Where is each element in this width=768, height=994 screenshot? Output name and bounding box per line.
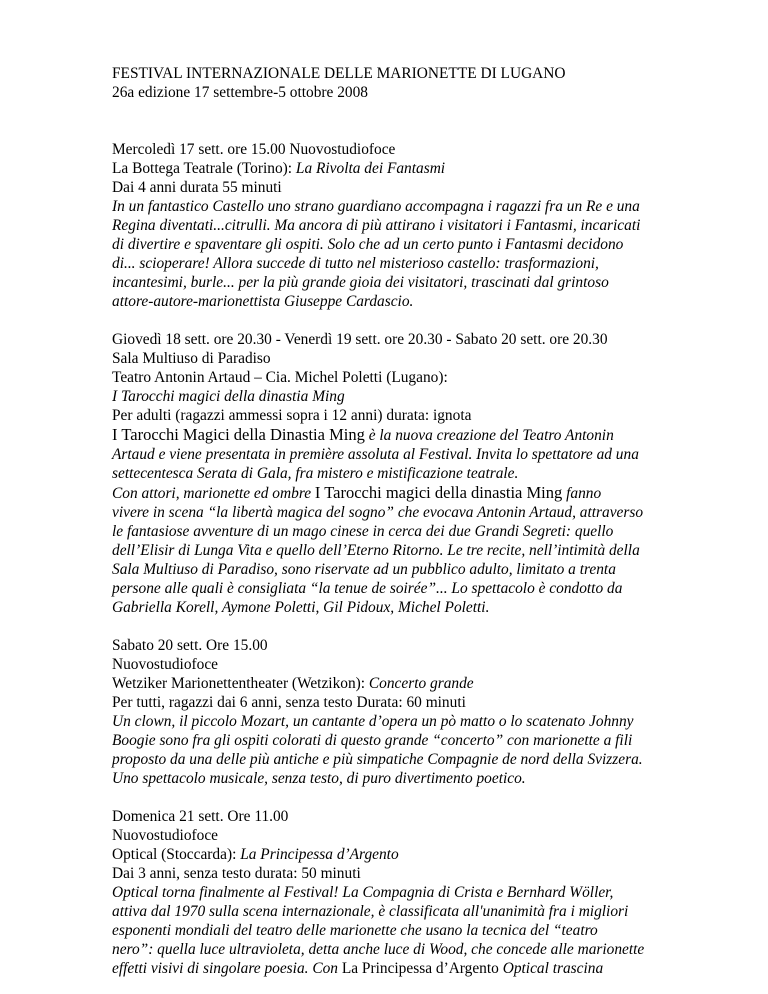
company-name: Optical (Stoccarda):: [112, 846, 241, 863]
desc-line: Artaud e viene presentata in première assoluta al Festival. Invita lo spettatore ad una: [112, 446, 639, 463]
event-block: [112, 807, 672, 978]
show-title: La Principessa d’Argento: [240, 846, 399, 863]
show-title-inline: I Tarocchi magici della dinastia Ming: [314, 483, 563, 502]
event-audience: Dai 3 anni, senza testo durata: 50 minuti: [112, 865, 361, 882]
show-title-inline: I Tarocchi Magici della Dinastia Ming: [112, 425, 365, 444]
desc-line: di... scioperare! Allora succede di tutto nel misterioso castello: trasformazioni,: [112, 255, 599, 272]
event-audience: Per tutti, ragazzi dai 6 anni, senza testo Durata: 60 minuti: [112, 694, 466, 711]
event-when: Mercoledì 17 sett. ore 15.00 Nuovostudiofoce: [112, 141, 396, 158]
event-audience: Per adulti (ragazzi ammessi sopra i 12 anni) durata: ignota: [112, 407, 472, 424]
desc-line: I Tarocchi Magici della Dinastia Ming è la nuova creazione del Teatro Antonin: [112, 425, 614, 444]
desc-line: vivere in scena “la libertà magica del sogno” che evocava Antonin Artaud, attraverso: [112, 504, 644, 521]
event-block: [112, 330, 672, 617]
desc-line: attore-autore-marionettista Giuseppe Cardascio.: [112, 293, 414, 310]
desc-line: Uno spettacolo musicale, senza testo, di puro divertimento poetico.: [112, 770, 526, 787]
desc-line: dell’Elisir di Lunga Vita e quello dell’Eterno Ritorno. Le tre recite, nell’intimità della: [112, 542, 640, 559]
desc-line: Sala Multiuso di Paradiso, sono riservate ad un pubblico adulto, limitato a trenta: [112, 561, 616, 578]
desc-line: Regina diventati...citrulli. Ma ancora di più attirano i visitatori i Fantasmi, incaricati: [112, 217, 641, 234]
desc-line: nero”: quella luce ultravioleta, detta anche luce di Wood, che concede alle marionette: [112, 941, 645, 958]
company-name: La Bottega Teatrale (Torino):: [112, 160, 296, 177]
desc-line: esponenti mondiali del teatro delle marionette che usano la tecnica del “teatro: [112, 922, 598, 939]
event-audience: Dai 4 anni durata 55 minuti: [112, 179, 282, 196]
show-title: I Tarocchi magici della dinastia Ming: [112, 388, 345, 405]
event-when: Sabato 20 sett. Ore 15.00: [112, 637, 268, 654]
event-company: [112, 159, 672, 178]
festival-title: FESTIVAL INTERNAZIONALE DELLE MARIONETTE DI LUGANO: [112, 65, 566, 82]
show-title-inline: La Principessa d’Argento: [341, 960, 499, 977]
desc-line: settecentesca Serata di Gala, fra mistero e mistificazione teatrale.: [112, 465, 519, 482]
desc-line: attiva dal 1970 sulla scena internazionale, è classificata all'unanimità fra i migliori: [112, 903, 629, 920]
event-company: Teatro Antonin Artaud – Cia. Michel Poletti (Lugano):: [112, 369, 448, 386]
desc-line: incantesimi, burle... per la più grande gioia dei visitatori, trascinati dal grintoso: [112, 274, 609, 291]
desc-line: persone alle quali è consigliata “la tenue de soirée”... Lo spettacolo è condotto da: [112, 580, 623, 597]
show-title: La Rivolta dei Fantasmi: [295, 160, 446, 177]
document-body: [112, 64, 672, 978]
event-company: [112, 845, 672, 864]
desc-line: Un clown, il piccolo Mozart, un cantante d’opera un pò matto o lo scatenato Johnny: [112, 713, 634, 730]
event-when: Domenica 21 sett. Ore 11.00: [112, 808, 289, 825]
desc-line: Optical torna finalmente al Festival! La Compagnia di Crista e Bernhard Wöller,: [112, 884, 614, 901]
desc-line: Boogie sono fra gli ospiti colorati di questo grande “concerto” con marionette a fili: [112, 732, 633, 749]
desc-line: effetti visivi di singolare poesia. Con La Principessa d’Argento Optical trascina: [112, 960, 604, 977]
desc-line: di divertire e spaventare gli ospiti. Solo che ad un certo punto i Fantasmi decidono: [112, 236, 624, 253]
event-block: [112, 636, 672, 788]
festival-edition: 26a edizione 17 settembre-5 ottobre 2008: [112, 84, 369, 101]
event-when: Giovedì 18 sett. ore 20.30 - Venerdì 19 sett. ore 20.30 - Sabato 20 sett. ore 20.30: [112, 331, 608, 348]
desc-line: Gabriella Korell, Aymone Poletti, Gil Pidoux, Michel Poletti.: [112, 599, 490, 616]
event-venue: Sala Multiuso di Paradiso: [112, 350, 271, 367]
event-venue: Nuovostudiofoce: [112, 827, 219, 844]
desc-line: In un fantastico Castello uno strano guardiano accompagna i ragazzi fra un Re e una: [112, 198, 640, 215]
desc-line: le fantasiose avventure di un mago cinese in cerca dei due Grandi Segreti: quello: [112, 523, 614, 540]
event-venue: Nuovostudiofoce: [112, 656, 219, 673]
show-title: Concerto grande: [368, 675, 474, 692]
desc-line: proposto da una delle più antiche e più simpatiche Compagnie de nord della Svizzera.: [112, 751, 643, 768]
event-block: [112, 140, 672, 311]
event-company: [112, 674, 672, 693]
desc-line: Con attori, marionette ed ombre I Tarocchi magici della dinastia Ming fanno: [112, 483, 602, 502]
company-name: Wetziker Marionettentheater (Wetzikon):: [112, 675, 369, 692]
